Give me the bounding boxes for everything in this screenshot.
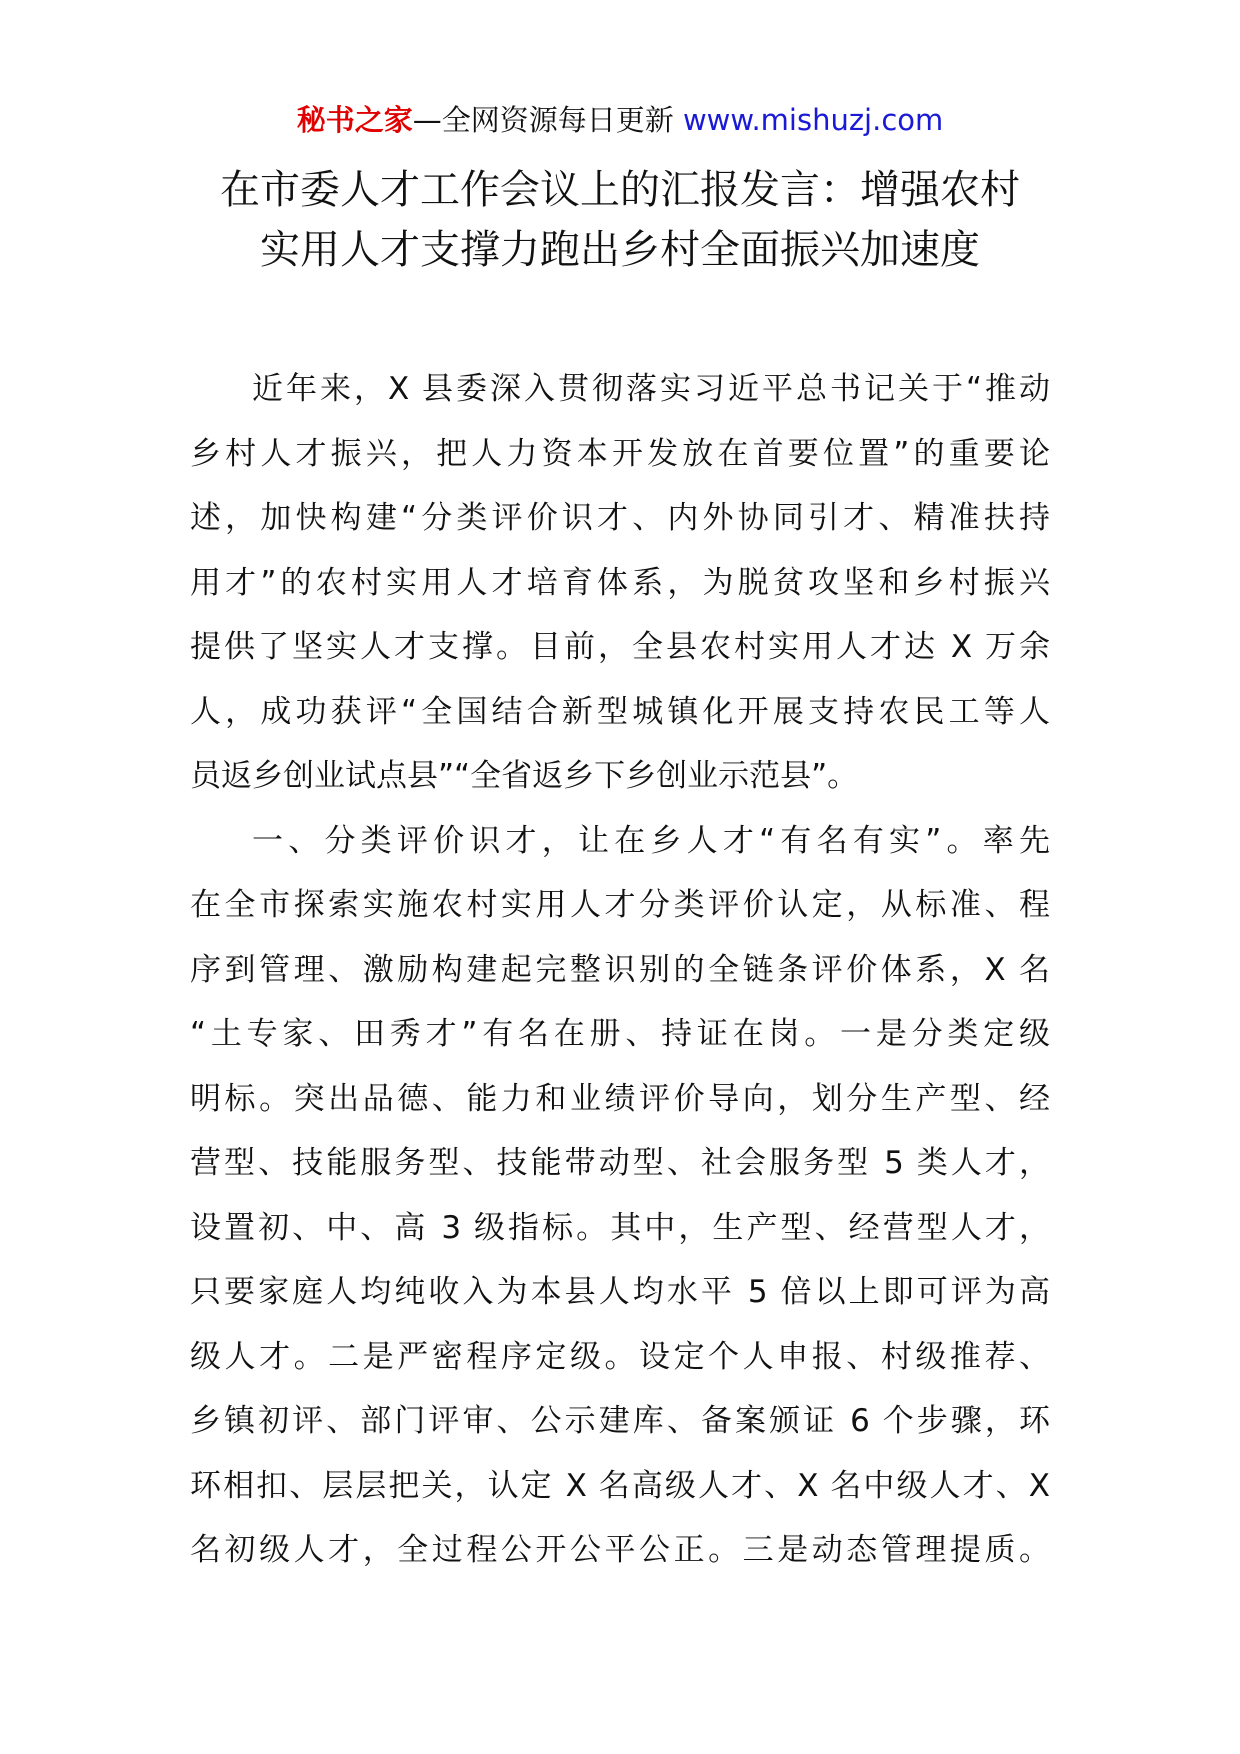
paragraph-line: 级人才。二是严密程序定级。设定个人申报、村级推荐、 [190, 1338, 1050, 1375]
paragraph-intro [190, 357, 1050, 809]
paragraph-line: 用才”的农村实用人才培育体系，为脱贫攻坚和乡村振兴 [190, 564, 1050, 601]
paragraph-line: 营型、技能服务型、技能带动型、社会服务型 5 类人才， [190, 1145, 1050, 1181]
title-line: 实用人才支撑力跑出乡村全面振兴加速度 [260, 227, 980, 273]
paragraph-line: 明标。突出品德、能力和业绩评价导向，划分生产型、经 [190, 1080, 1050, 1117]
document-title [150, 160, 1090, 280]
paragraph-line: 名初级人才，全过程公开公平公正。三是动态管理提质。 [190, 1532, 1050, 1568]
paragraph-section-one [190, 809, 1050, 1583]
paragraph-line: 只要家庭人均纯收入为本县人均水平 5 倍以上即可评为高 [190, 1274, 1050, 1310]
site-header [0, 100, 1240, 140]
paragraph-line: 设置初、中、高 3 级指标。其中，生产型、经营型人才， [190, 1209, 1050, 1246]
paragraph-line: 人，成功获评“全国结合新型城镇化开展支持农民工等人 [190, 693, 1050, 730]
paragraph-line: 环相扣、层层把关，认定 X 名高级人才、X 名中级人才、X [190, 1467, 1050, 1504]
paragraph-line: 近年来，X 县委深入贯彻落实习近平总书记关于“推动 [252, 371, 1050, 407]
header-tagline: —全网资源每日更新 [412, 103, 683, 137]
brand-name: 秘书之家 [296, 103, 413, 137]
site-url-link[interactable]: www.mishuzj.com [682, 103, 944, 137]
paragraph-line: 员返乡创业试点县”“全省返乡下乡创业示范县”。 [190, 758, 859, 794]
document-body [190, 357, 1050, 1583]
paragraph-line: 在全市探索实施农村实用人才分类评价认定，从标准、程 [190, 887, 1050, 923]
paragraph-line: 乡镇初评、部门评审、公示建库、备案颁证 6 个步骤，环 [190, 1403, 1050, 1439]
paragraph-line: 提供了坚实人才支撑。目前，全县农村实用人才达 X 万余 [190, 629, 1050, 665]
paragraph-line: “土专家、田秀才”有名在册、持证在岗。一是分类定级 [190, 1016, 1050, 1052]
paragraph-line: 一、分类评价识才，让在乡人才“有名有实”。率先 [252, 822, 1050, 859]
title-line: 在市委人才工作会议上的汇报发言：增强农村 [220, 167, 1020, 213]
paragraph-line: 述，加快构建“分类评价识才、内外协同引才、精准扶持 [190, 500, 1050, 536]
paragraph-line: 乡村人才振兴，把人力资本开发放在首要位置”的重要论 [190, 435, 1050, 472]
paragraph-line: 序到管理、激励构建起完整识别的全链条评价体系，X 名 [190, 951, 1050, 988]
